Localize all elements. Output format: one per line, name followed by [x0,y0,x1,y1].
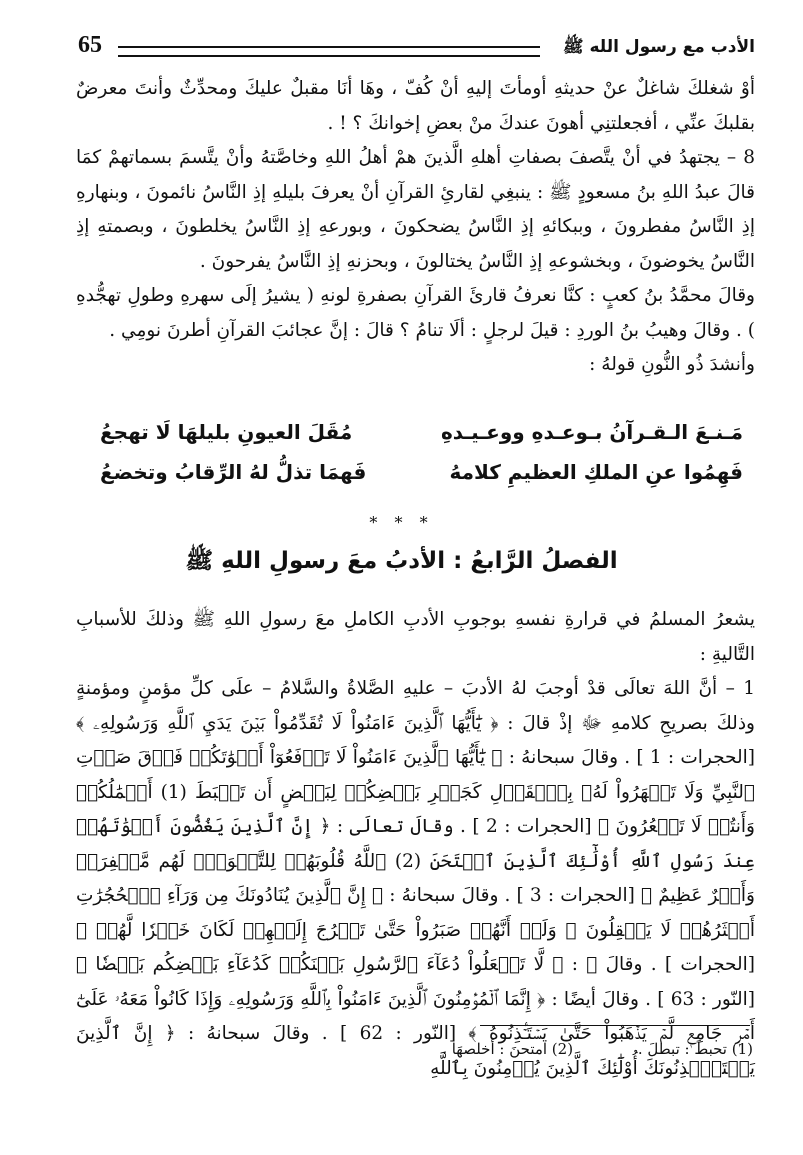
page-header [78,32,755,64]
poem-verse-2-first-half: فَهِمُوا عنِ الملكِ العظيمِ كلامهُ [449,460,743,484]
section-separator: * * * [369,513,434,532]
poem [100,420,743,500]
header-double-rule [118,46,540,57]
text-block-top [76,72,755,383]
paragraph: وقالَ محمَّدُ بنُ كعبٍ : كنَّا نعرفُ قارئَ القرآنِ بصفرةِ لونهِ ( يشيرُ إلَى سهرهِ وطولِ تهجُّدهِ ) . وقالَ وهيبُ بنُ الوردِ : قيلَ لرجلٍ : ألَا تنامُ ؟ قالَ : إنَّ عجائبَ القرآنِ أطرنَ نومِي . [76,285,755,341]
poem-verse-1-first-half: مَـنـعَ الـقـرآنُ بـوعـدهِ ووعـيـدهِ [440,420,743,444]
poem-verse-2-second-half: فَهمَا تذلُّ لهُ الرِّقابُ وتخضعُ [100,460,367,484]
section-heading: الفصلُ الرَّابعُ : الأدبُ معَ رسولِ اللهِ ﷺ [185,548,618,574]
footnote-1: (1) تحبطَ : تبطلَ . [637,1040,753,1058]
text-block-bottom [76,603,755,1086]
poem-verse-1-second-half: مُقَلَ العيونِ بليلهَا لَا تهجعُ [100,420,353,444]
footnotes [382,1040,753,1058]
page-number: 65 [78,32,102,58]
paragraph: يشعرُ المسلمُ في قرارةِ نفسهِ بوجوبِ الأدبِ الكاملِ معَ رسولِ اللهِ ﷺ وذلكَ للأسبابِ التَّاليةِ : [76,609,755,665]
paragraph: وأنشدَ ذُو النُّونِ قولهُ : [589,354,755,375]
footnote-2: (2) امتحنَ : أخلصهَا . [442,1040,574,1058]
running-title: الأدب مع رسول الله ﷺ [562,37,755,57]
paragraph: 8 – يجتهدُ في أنْ يتَّصفَ بصفاتِ أهلهِ الَّذينَ همْ أهلُ اللهِ وخاصَّتهُ وأنْ يتَّسمَ بسماتهمْ كمَا قالَ عبدُ اللهِ بنُ مسعودٍ ﷺ : ينبغِي لقارئِ القرآنِ أنْ يعرفَ بليلهِ إذِ النَّاسُ نائمونَ ، وبنهارهِ إذِ النَّاسُ مفطرونَ ، وببكائهِ إذِ النَّاسُ يضحكونَ ، وبورعهِ إذِ النَّاسُ يخلطونَ ، وبصمتهِ إذِ النَّاسُ يخوضونَ ، وبخشوعهِ إذِ النَّاسُ يختالونَ ، وبحزنهِ إذِ النَّاسُ يفرحونَ . [76,147,755,272]
footnote-rule [480,1025,750,1026]
paragraph: أوْ شغلكَ شاغلٌ عنْ حديثهِ أومأتَ إليهِ أنْ كُفّ ، وهَا أنَا مقبلٌ عليكَ ومحدِّثٌ وأنتَ معرضٌ بقلبكَ عنِّي ، أفجعلتنِي أهونَ عندكَ منْ بعضِ إخوانكَ ؟ ! . [76,78,755,134]
paragraph: 1 – أنَّ اللهَ تعالَى قدْ أوجبَ لهُ الأدبَ – عليهِ الصَّلاةُ والسَّلامُ – علَى كلِّ مؤمنٍ ومؤمنةٍ وذلكَ بصريحِ كلامهِ ﷻ إذْ قالَ : ﴿ يَٰٓأَيُّهَا ٱلَّذِينَ ءَامَنُواْ لَا تُقَدِّمُواْ بَيۡنَ يَدَيِ ٱللَّهِ وَرَسُولِهِۦ ﴾ [الحجرات : 1 ] . وقالَ سبحانهُ : ﴿ يَٰٓأَيُّهَا ٱلَّذِينَ ءَامَنُواْ لَا تَرۡفَعُوٓاْ أَصۡوَٰتَكُمۡ فَوۡقَ صَوۡتِ ٱلنَّبِيِّ وَلَا تَجۡهَرُواْ لَهُۥ بِٱلۡقَوۡلِ كَجَهۡرِ بَعۡضِكُمۡ لِبَعۡضٍ أَن تَحۡبَطَ (1) أَعۡمَٰلُكُمۡ وَأَنتُمۡ لَا تَشۡعُرُونَ ﴾ [الحجرات : 2 ] . وقالَ تعالَى : ﴿ إِنَّ ٱلَّذِينَ يَغُضُّونَ أَصۡوَٰتَهُمۡ عِندَ رَسُولِ ٱللَّهِ أُوْلَٰٓئِكَ ٱلَّذِينَ ٱمۡتَحَنَ (2) ٱللَّهُ قُلُوبَهُمۡ لِلتَّقۡوَىٰۚ لَهُم مَّغۡفِرَةٞ وَأَجۡرٌ عَظِيمٌ ﴾ [الحجرات : 3 ] . وقالَ سبحانهُ : ﴿ إِنَّ ٱلَّذِينَ يُنَادُونَكَ مِن وَرَآءِ ٱلۡحُجُرَٰتِ أَكۡثَرُهُمۡ لَا يَعۡقِلُونَ ۞ وَلَوۡ أَنَّهُمۡ صَبَرُواْ حَتَّىٰ تَخۡرُجَ إِلَيۡهِمۡ لَكَانَ خَيۡرٗا لَّهُمۡ ﴾ [الحجرات ] . وقالَ ﷻ : ﴿ لَّا تَجۡعَلُواْ دُعَآءَ ٱلرَّسُولِ بَيۡنَكُمۡ كَدُعَآءِ بَعۡضِكُم بَعۡضٗا ﴾ [النّور : 63 ] . وقالَ أيضًا : ﴿ إِنَّمَا ٱلۡمُؤۡمِنُونَ ٱلَّذِينَ ءَامَنُواْ بِٱللَّهِ وَرَسُولِهِۦ وَإِذَا كَانُواْ مَعَهُۥ عَلَىٰٓ أَمۡرٖ جَامِعٖ لَّمۡ يَذۡهَبُواْ حَتَّىٰ يَسۡتَـٔۡذِنُوهُ ﴾ [النّور : 62 ] . وقالَ سبحانهُ : ﴿ إِنَّ ٱلَّذِينَ يَسۡتَـٔۡذِنُونَكَ أُوْلَٰٓئِكَ ٱلَّذِينَ يُؤۡمِنُونَ بِٱللَّهِ [76,678,755,1079]
